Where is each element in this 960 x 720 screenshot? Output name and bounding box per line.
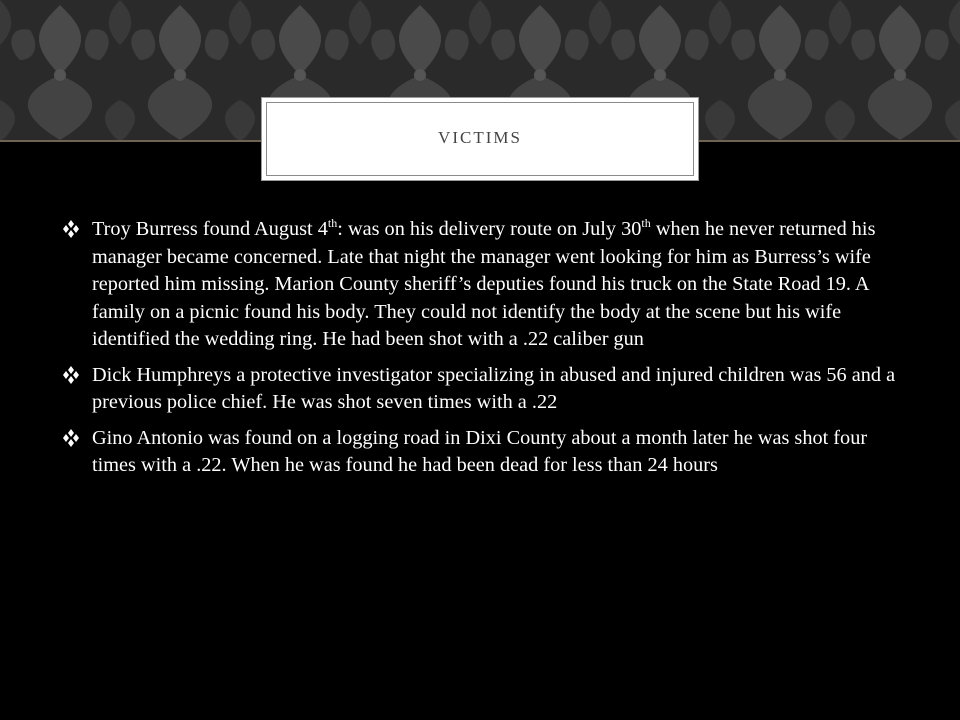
bullet-text: Dick Humphreys a protective investigator specializing in abused and injured children was 56 and a previous police chief. He was shot seven times with a .22: [92, 363, 896, 413]
four-diamond-bullet-icon: [62, 363, 80, 387]
superscript-th: th: [641, 216, 651, 231]
bullet-item-dick-humphreys: [62, 362, 900, 417]
bullet-text-part: Troy Burress found August 4: [92, 218, 328, 240]
four-diamond-bullet-icon: [62, 217, 80, 241]
four-diamond-bullet-icon: [62, 426, 80, 450]
bullet-list: [62, 216, 900, 488]
superscript-th: th: [327, 216, 338, 231]
slide-title: VICTIMS: [438, 128, 522, 147]
bullet-text: Gino Antonio was found on a logging road in Dixi County about a month later he was shot four times with a .22. When he was found he had been dead for less than 24 hours: [92, 426, 868, 476]
bullet-text-part: when he never returned his manager became concerned. Late that night the manager went looking for him as Burress’s wife reported him missing. Marion County sheriff’s deputies found his truck on the State Road 19. A family on a picnic found his body. They could not identify the body at the scene but his wife identified the wedding ring. He had been shot with a .22 caliber gun: [92, 218, 876, 350]
bullet-item-troy-burress: [62, 216, 900, 354]
bullet-text-part: : was on his delivery route on July 30: [337, 218, 642, 240]
bullet-item-gino-antonio: [62, 425, 900, 480]
title-box: [261, 97, 699, 181]
